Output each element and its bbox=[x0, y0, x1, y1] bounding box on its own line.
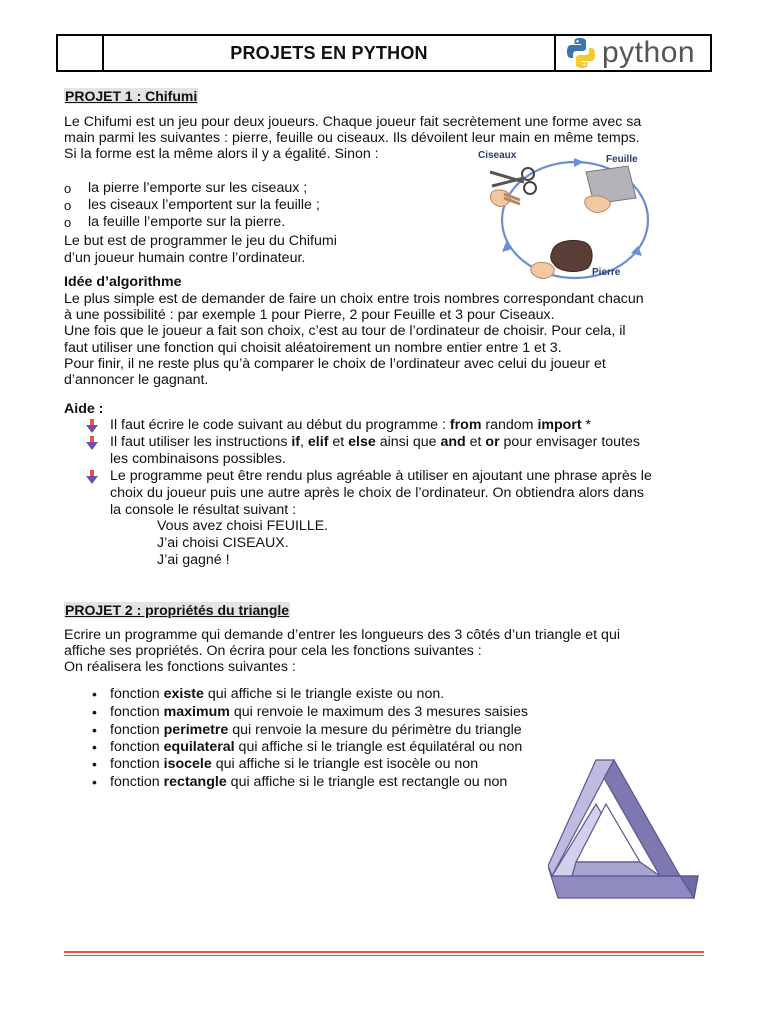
function-item: fonction rectangle qui affiche si le triangle est rectangle ou non bbox=[110, 774, 508, 790]
list-bullet: • bbox=[92, 704, 97, 720]
list-bullet: • bbox=[92, 686, 97, 702]
aide-item-3-line2: choix du joueur puis une autre après le choix de l’ordinateur. On obtiendra alors dans bbox=[110, 485, 644, 501]
python-snake-icon bbox=[566, 37, 596, 69]
footer-rule bbox=[64, 955, 704, 956]
function-item: fonction perimetre qui renvoie la mesure du périmètre du triangle bbox=[110, 722, 522, 738]
project2-intro: Ecrire un programme qui demande d’entrer les longueurs des 3 côtés d’un triangle et qui affiche ses propriétés. On écrira pour cela les fonctions suivantes : On réalisera les fonctions suivantes : bbox=[64, 627, 620, 676]
algo-paragraph: Le plus simple est de demander de faire un choix entre trois nombres correspondant chacun à une possibilité : par exemple 1 pour Pierre, 2 pour Feuille et 3 pour Ciseaux. Une fois que le joueur a fait son choix, c’est au tour de l’ordinateur de choisir. Pour cela, il faut utiliser une fonction qui choisit aléatoirement un nombre entier entre 1 et 3. Pour finir, il ne reste plus qu’à comparer le choix de l’ordinateur avec celui du joueur et d’annoncer le gagnant. bbox=[64, 291, 644, 389]
aide-item-3-line1: Le programme peut être rendu plus agréable à utiliser en ajoutant une phrase après le bbox=[110, 468, 652, 484]
list-bullet: o bbox=[64, 181, 72, 196]
project1-goal-line2: d’un joueur humain contre l’ordinateur. bbox=[64, 250, 306, 266]
console-line: Vous avez choisi FEUILLE. bbox=[157, 518, 329, 534]
function-item: fonction isocele qui affiche si le triangle est isocèle ou non bbox=[110, 756, 479, 772]
function-item: fonction existe qui affiche si le triangle existe ou non. bbox=[110, 686, 445, 702]
list-item: les ciseaux l’emportent sur la feuille ; bbox=[88, 197, 320, 213]
rock-fist-icon bbox=[531, 262, 555, 278]
function-item: fonction maximum qui renvoie le maximum des 3 mesures saisies bbox=[110, 704, 528, 720]
project1-title: PROJET 1 : Chifumi bbox=[65, 88, 198, 104]
project1-intro: Le Chifumi est un jeu pour deux joueurs. Chaque joueur fait secrètement une forme avec sa main parmi les suivantes : pierre, feuille ou ciseaux. Ils dévoilent leur main en même temps. Si la forme est la même alors il y a égalité. Sinon : bbox=[64, 114, 642, 163]
arrow-bullet-icon bbox=[86, 436, 98, 450]
project2-title: PROJET 2 : propriétés du triangle bbox=[65, 602, 290, 618]
algo-title: Idée d’algorithme bbox=[64, 274, 182, 290]
footer-rule bbox=[64, 951, 704, 953]
scissors-hand-icon bbox=[490, 190, 520, 206]
penrose-triangle-illustration bbox=[548, 758, 708, 900]
label-feuille: Feuille bbox=[606, 154, 638, 165]
rock-icon bbox=[551, 240, 592, 271]
python-logo-text: python bbox=[602, 36, 696, 69]
arrow-bullet-icon bbox=[86, 470, 98, 484]
list-bullet: • bbox=[92, 774, 97, 790]
console-line: J’ai gagné ! bbox=[157, 552, 230, 568]
list-bullet: • bbox=[92, 756, 97, 772]
page-title: PROJETS EN PYTHON bbox=[230, 42, 428, 63]
console-line: J’ai choisi CISEAUX. bbox=[157, 535, 289, 551]
aide-item-2-line2: les combinaisons possibles. bbox=[110, 451, 286, 467]
aide-item-3-line3: la console le résultat suivant : bbox=[110, 502, 297, 518]
function-item: fonction equilateral qui affiche si le triangle est équilatéral ou non bbox=[110, 739, 523, 755]
aide-item-2: Il faut utiliser les instructions if, elif et else ainsi que and et or pour envisager toutes bbox=[110, 434, 640, 450]
python-logo bbox=[554, 36, 710, 70]
list-bullet: • bbox=[92, 739, 97, 755]
arrow-bullet-icon bbox=[86, 419, 98, 433]
cycle-arrow-icon bbox=[574, 158, 584, 167]
list-item: la feuille l’emporte sur la pierre. bbox=[88, 214, 286, 230]
label-pierre: Pierre bbox=[592, 267, 621, 278]
project1-goal-line1: Le but est de programmer le jeu du Chifumi bbox=[64, 233, 337, 249]
chifumi-diagram bbox=[470, 146, 670, 288]
list-bullet: o bbox=[64, 198, 72, 213]
label-ciseaux: Ciseaux bbox=[478, 150, 517, 161]
aide-title: Aide : bbox=[64, 401, 104, 417]
paper-hand-icon bbox=[585, 196, 611, 212]
header-table bbox=[56, 34, 712, 72]
list-item: la pierre l’emporte sur les ciseaux ; bbox=[88, 180, 308, 196]
aide-item-1: Il faut écrire le code suivant au début du programme : from random import * bbox=[110, 417, 592, 433]
list-bullet: • bbox=[92, 722, 97, 738]
header-empty-cell bbox=[58, 36, 104, 70]
list-bullet: o bbox=[64, 215, 72, 230]
